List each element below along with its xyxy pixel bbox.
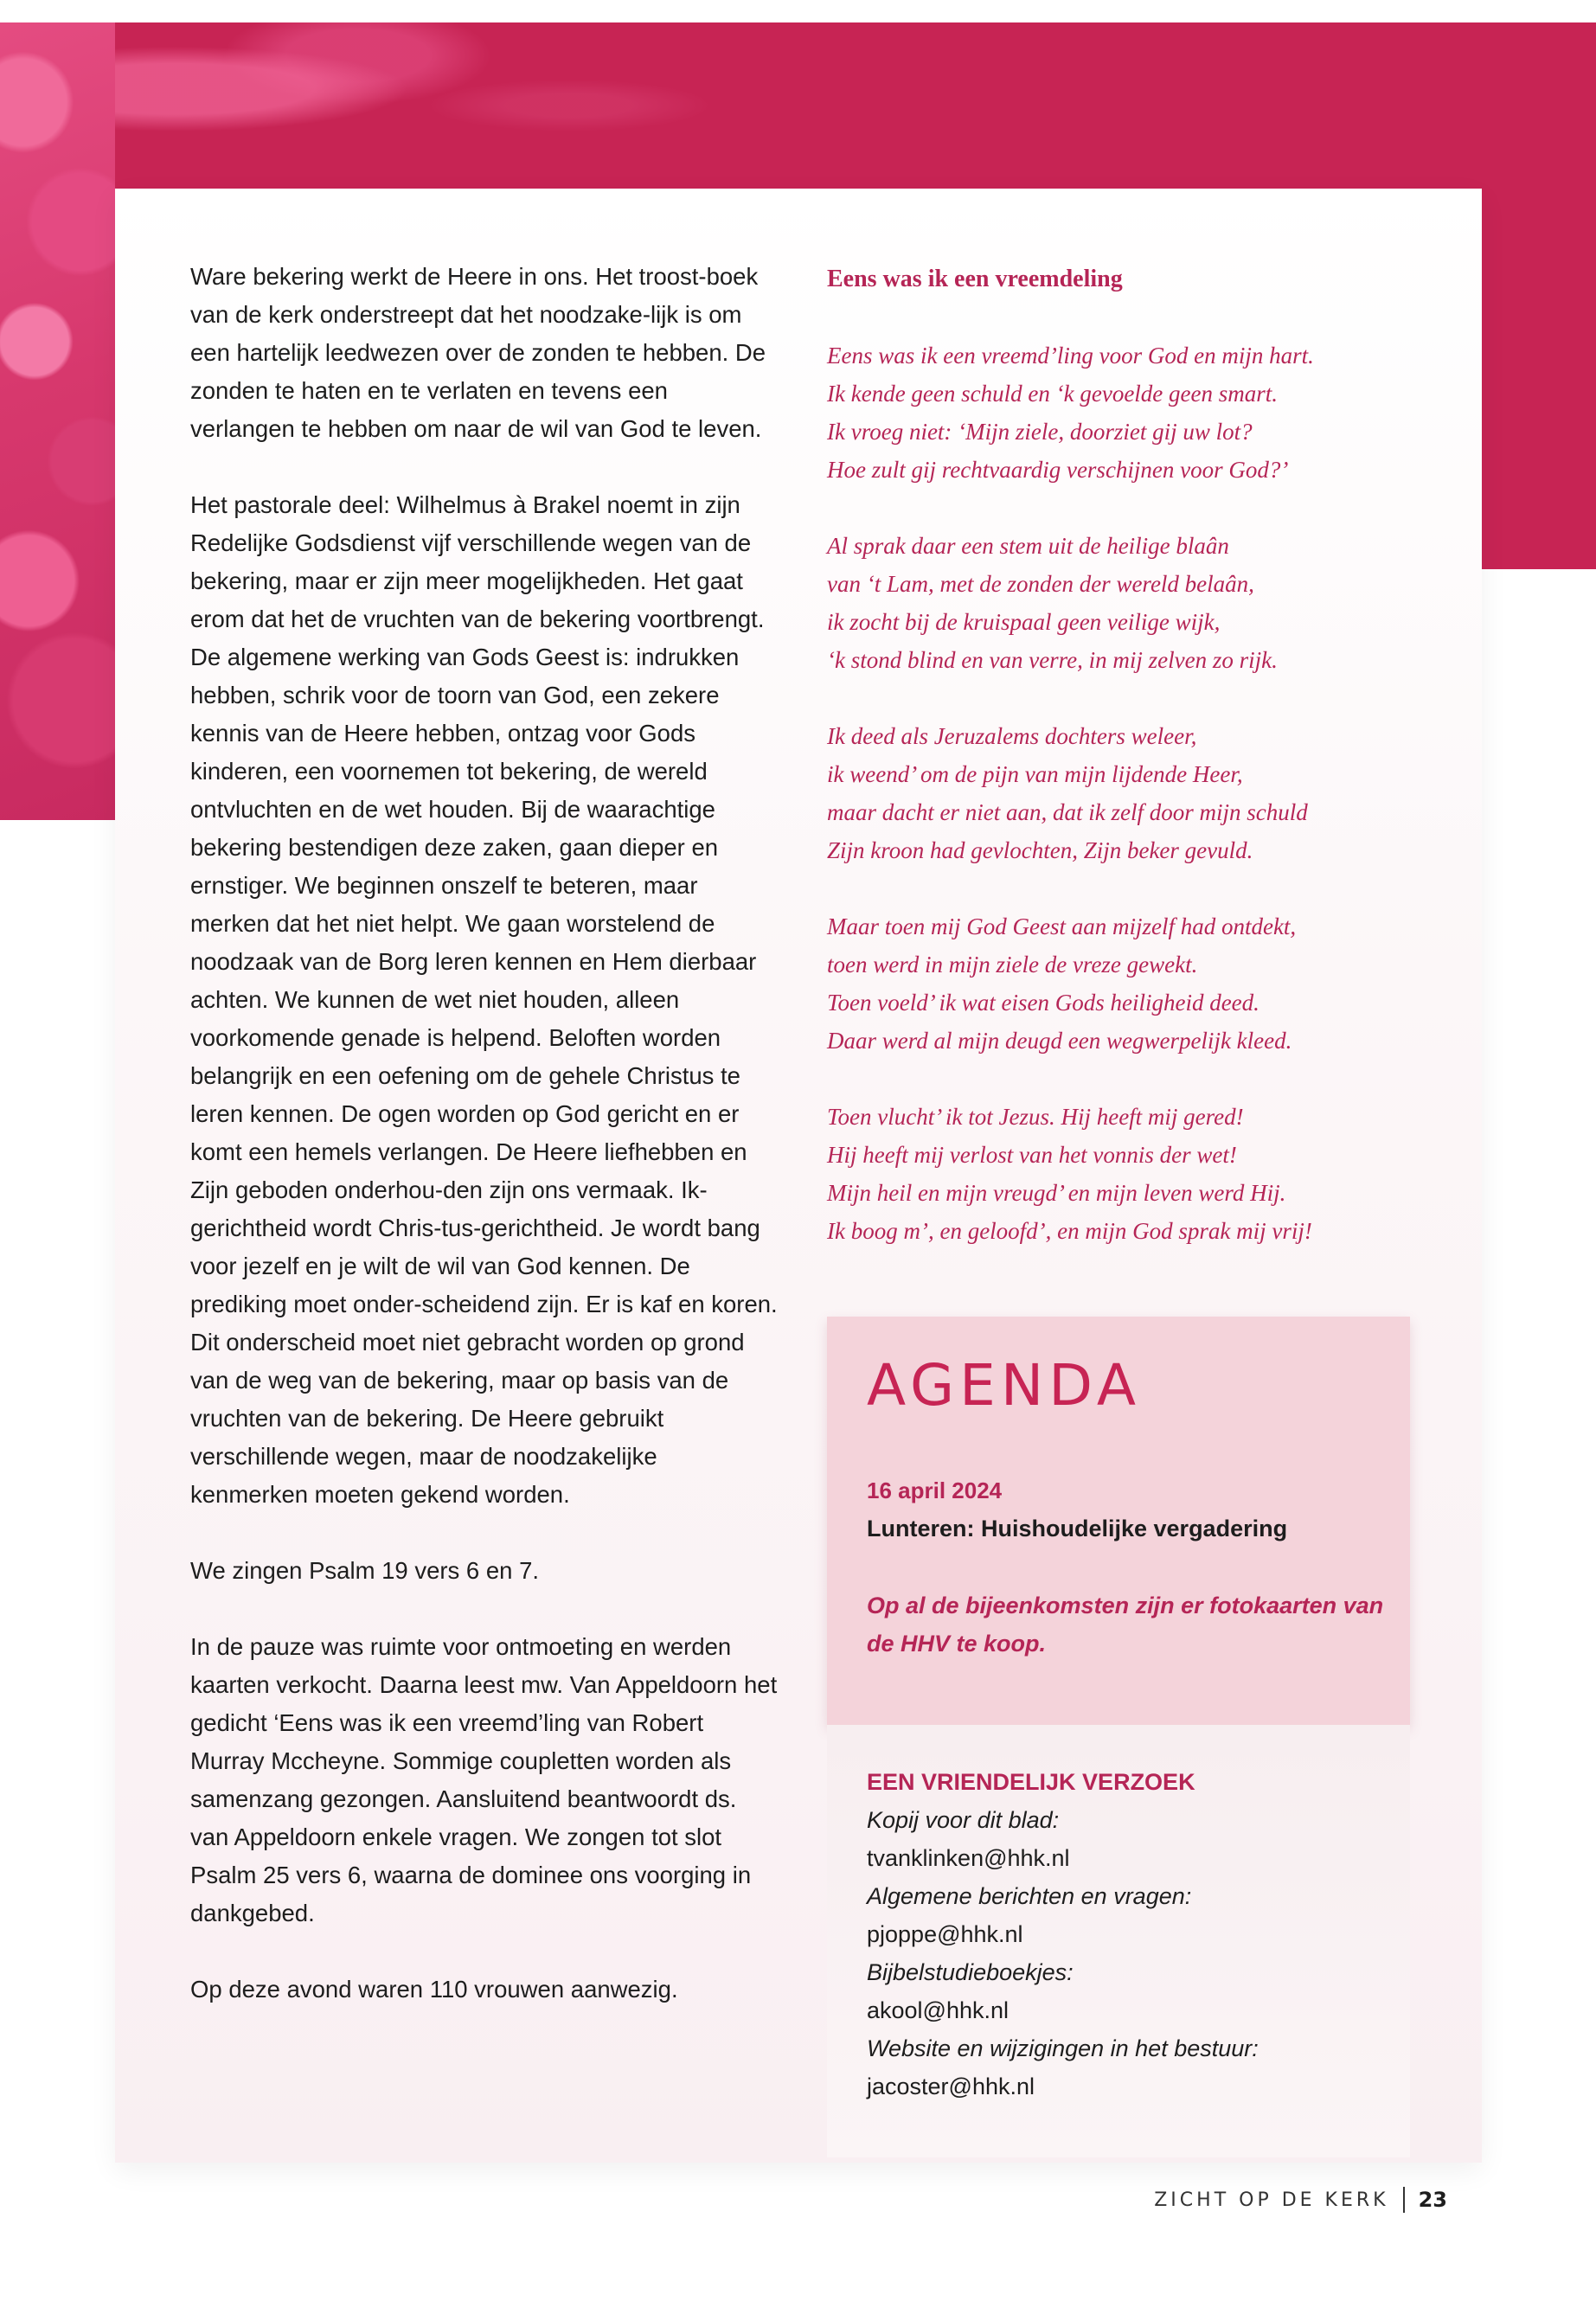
agenda-box: [827, 1317, 1410, 1725]
poem-line: Ik vroeg niet: ‘Mijn ziele, doorziet gij uw lot?: [827, 419, 1253, 445]
agenda-title: AGENDA: [867, 1352, 1142, 1419]
poem-line: Hoe zult gij rechtvaardig verschijnen voor God?’: [827, 457, 1289, 483]
poem-line: ik weend’ om de pijn van mijn lijdende Heer,: [827, 761, 1243, 787]
poem-line: Ik deed als Jeruzalems dochters weleer,: [827, 723, 1197, 749]
poem-line: toen werd in mijn ziele de vreze gewekt.: [827, 952, 1198, 977]
magazine-title: ZICHT OP DE KERK: [1154, 2189, 1389, 2211]
general-label: Algemene berichten en vragen:: [867, 1883, 1192, 1909]
bible-label: Bijbelstudieboekjes:: [867, 1959, 1074, 1985]
copy-label: Kopij voor dit blad:: [867, 1807, 1060, 1833]
poem-line: Eens was ik een vreemd’ling voor God en mijn hart.: [827, 343, 1314, 369]
board-email: jacoster@hhk.nl: [867, 2073, 1035, 2099]
poem-line: Zijn kroon had gevlochten, Zijn beker gevuld.: [827, 837, 1253, 863]
poem-line: Al sprak daar een stem uit de heilige blaân: [827, 533, 1229, 559]
board-label: Website en wijzigingen in het bestuur:: [867, 2035, 1259, 2061]
agenda-date: 16 april 2024: [867, 1477, 1003, 1503]
poem-stanza-5: [827, 1098, 1398, 1250]
poem-line: Daar werd al mijn deugd een wegwerpelijk kleed.: [827, 1028, 1292, 1054]
poem-line: Toen vlucht’ ik tot Jezus. Hij heeft mij gered!: [827, 1104, 1244, 1130]
contact-list: [867, 1763, 1259, 2106]
agenda-event: Lunteren: Huishoudelijke vergadering: [867, 1516, 1288, 1541]
contact-heading: EEN VRIENDELIJK VERZOEK: [867, 1769, 1195, 1795]
poem-stanza-3: [827, 717, 1398, 869]
poem-line: Ik boog m’, en geloofd’, en mijn God sprak mij vrij!: [827, 1218, 1312, 1244]
poem-line: Hij heeft mij verlost van het vonnis der wet!: [827, 1142, 1237, 1168]
paragraph-5: Op deze avond waren 110 vrouwen aanwezig.: [190, 1976, 678, 2003]
poem-line: Ik kende geen schuld en ‘k gevoelde geen smart.: [827, 381, 1279, 407]
page-footer: [1154, 2187, 1447, 2213]
paragraph-1: Ware bekering werkt de Heere in ons. Het troost-boek van de kerk onderstreept dat het noodzake-lijk is om een hartelijk leedwezen over de zonden te hebben. De zonden te haten en te verlaten en tevens een verlangen te hebben om naar de wil van God te leven.: [190, 263, 766, 442]
paragraph-3: We zingen Psalm 19 vers 6 en 7.: [190, 1557, 540, 1584]
article-body: [190, 258, 779, 2047]
poem: [827, 260, 1398, 1288]
poem-line: ik zocht bij de kruispaal geen veilige wijk,: [827, 609, 1221, 635]
poem-title: Eens was ik een vreemdeling: [827, 266, 1123, 292]
flower-photo: [0, 22, 115, 820]
copy-email: tvanklinken@hhk.nl: [867, 1845, 1070, 1871]
poem-stanza-4: [827, 907, 1398, 1060]
agenda-note: Op al de bijeenkomsten zijn er fotokaarten van de HHV te koop.: [867, 1593, 1384, 1657]
paragraph-2: Het pastorale deel: Wilhelmus à Brakel noemt in zijn Redelijke Godsdienst vijf verschillende wegen van de bekering, maar er zijn meer mogelijkheden. Het gaat erom dat het de vruchten van de bekering voortbrengt. De algemene werking van Gods Geest is: indrukken hebben, schrik voor de toorn van God, een zekere kennis van de Heere hebben, ontzag voor Gods kinderen, een voornemen tot bekering, de wereld ontvluchten en de wet houden. Bij de waarachtige bekering bestendigen deze zaken, gaan dieper en ernstiger. We beginnen onszelf te beteren, maar merken dat het niet helpt. We gaan worstelend de noodzaak van de Borg leren kennen en Hem dierbaar achten. We kunnen de wet niet houden, alleen voorkomende genade is helpend. Beloften worden belangrijk en een oefening om de gehele Christus te leren kennen. De ogen worden op God gericht en er komt een hemels verlangen. De Heere liefhebben en Zijn geboden onderhou-den zijn ons vermaak. Ik-gerichtheid wordt Chris-tus-gerichtheid. Je wordt bang voor jezelf en je wilt de wil van God kennen. De prediking moet onder-scheidend zijn. Er is kaf en koren. Dit onderscheid moet niet gebracht worden op grond van de weg van de bekering, maar op basis van de vruchten van de bekering. De Heere gebruikt verschillende wegen, maar de noodzakelijke kenmerken moeten gekend worden.: [190, 491, 778, 1508]
poem-line: Toen voeld’ ik wat eisen Gods heiligheid deed.: [827, 990, 1259, 1016]
poem-stanza-1: [827, 336, 1398, 489]
poem-line: ‘k stond blind en van verre, in mij zelven zo rijk.: [827, 647, 1278, 673]
bible-email: akool@hhk.nl: [867, 1997, 1010, 2023]
poem-line: Mijn heil en mijn vreugd’ en mijn leven werd Hij.: [827, 1180, 1286, 1206]
poem-stanza-2: [827, 527, 1398, 679]
poem-line: maar dacht er niet aan, dat ik zelf door mijn schuld: [827, 799, 1308, 825]
page-number: 23: [1418, 2188, 1447, 2212]
general-email: pjoppe@hhk.nl: [867, 1921, 1023, 1947]
poem-line: van ‘t Lam, met de zonden der wereld belaân,: [827, 571, 1254, 597]
paragraph-4: In de pauze was ruimte voor ontmoeting en werden kaarten verkocht. Daarna leest mw. Van Appeldoorn het gedicht ‘Eens was ik een vreemd’ling van Robert Murray Mccheyne. Sommige coupletten worden als samenzang gezongen. Aansluitend beantwoordt ds. van Appeldoorn enkele vragen. We zongen tot slot Psalm 25 vers 6, waarna de dominee ons voorging in dankgebed.: [190, 1633, 778, 1926]
contact-box: [827, 1725, 1410, 2157]
flower-photo-overlay: [115, 22, 721, 189]
poem-line: Maar toen mij God Geest aan mijzelf had ontdekt,: [827, 913, 1297, 939]
footer-divider: [1403, 2187, 1405, 2213]
